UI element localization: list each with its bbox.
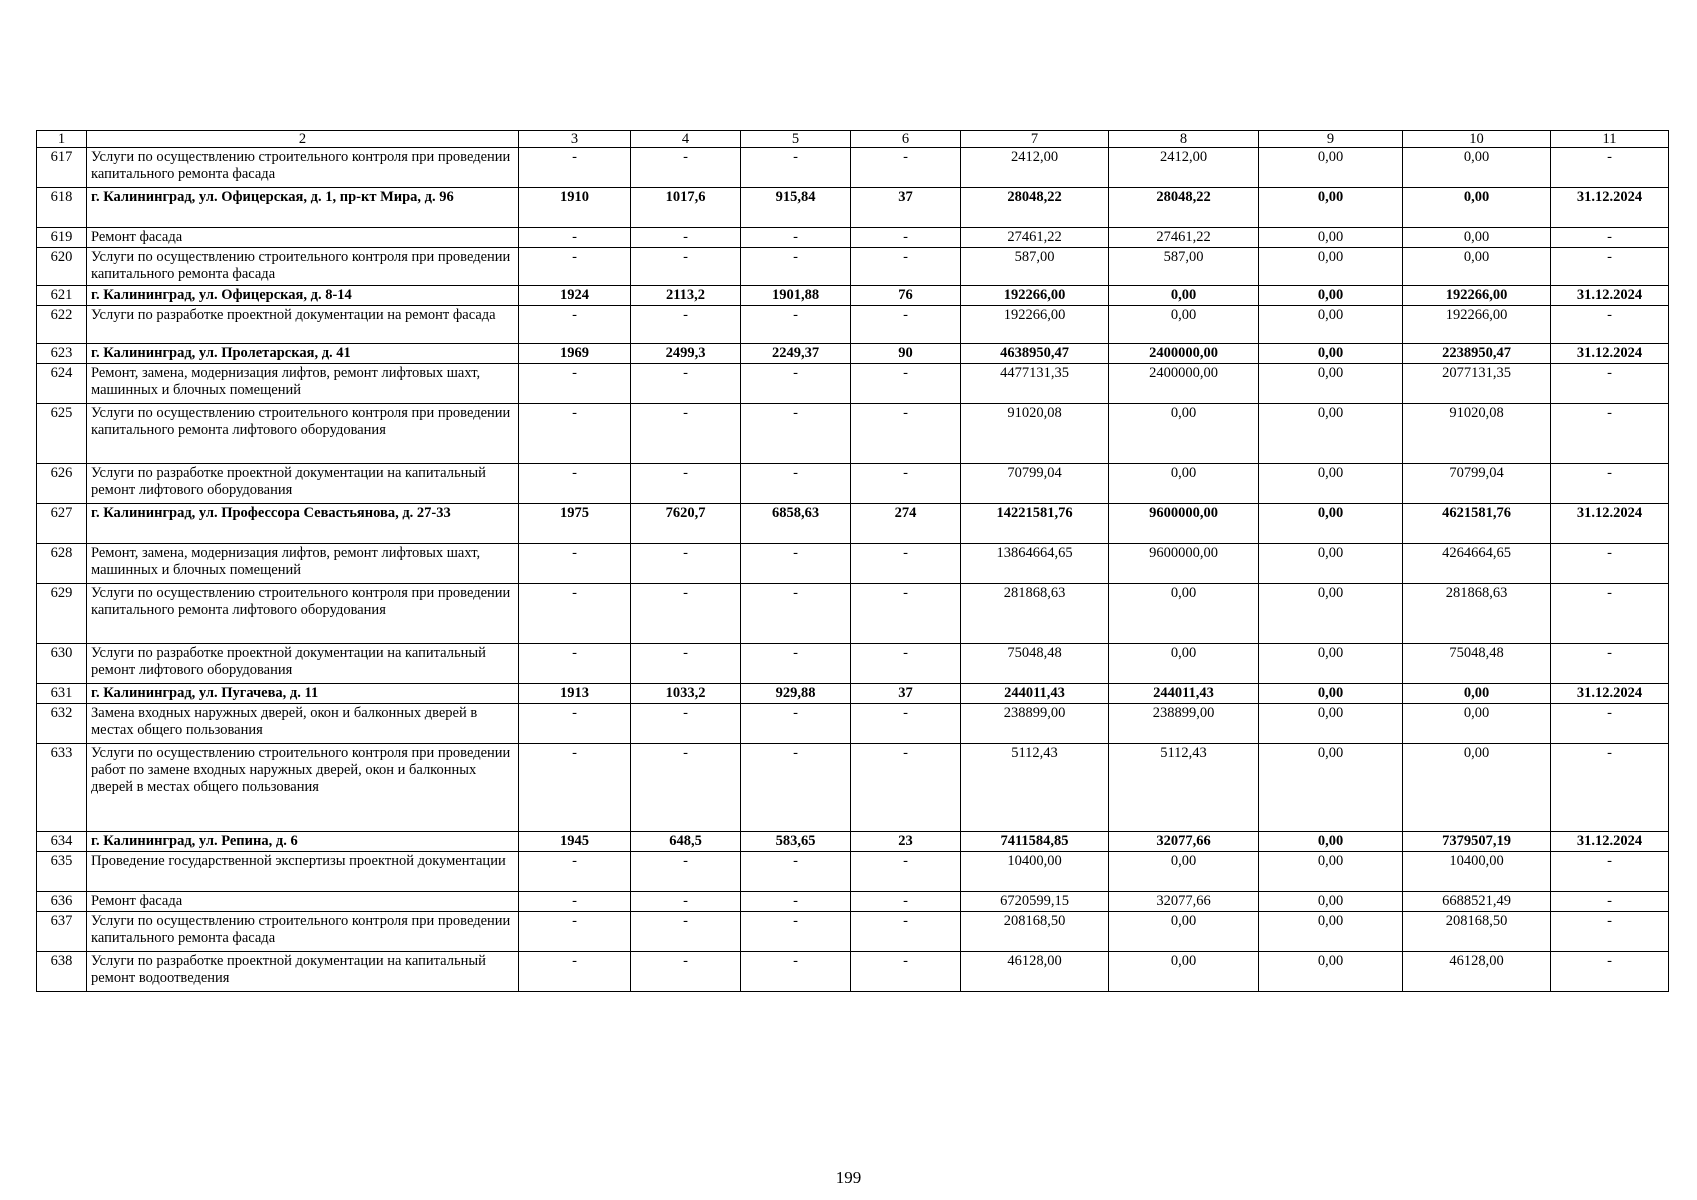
row-number-cell: 623 <box>37 344 87 364</box>
year-cell: - <box>519 852 631 892</box>
total-area-cell: - <box>631 364 741 404</box>
table-row <box>37 286 1669 306</box>
table-row <box>37 704 1669 744</box>
total-cost-cell: 238899,00 <box>961 704 1109 744</box>
work-name-cell: Услуги по разработке проектной документации на капитальный ремонт лифтового оборудования <box>87 464 519 504</box>
living-area-cell: - <box>741 148 851 188</box>
row-number-cell: 638 <box>37 952 87 992</box>
cost-col8-cell: 28048,22 <box>1109 188 1259 228</box>
table-row <box>37 684 1669 704</box>
cost-col8-cell: 9600000,00 <box>1109 544 1259 584</box>
living-area-cell: 929,88 <box>741 684 851 704</box>
cost-col9-cell: 0,00 <box>1259 344 1403 364</box>
cost-col9-cell: 0,00 <box>1259 228 1403 248</box>
table-row <box>37 248 1669 286</box>
cost-col10-cell: 281868,63 <box>1403 584 1551 644</box>
total-area-cell: - <box>631 952 741 992</box>
cost-col9-cell: 0,00 <box>1259 248 1403 286</box>
cost-col9-cell: 0,00 <box>1259 952 1403 992</box>
residents-cell: 90 <box>851 344 961 364</box>
row-number-cell: 618 <box>37 188 87 228</box>
cost-col8-cell: 2412,00 <box>1109 148 1259 188</box>
deadline-cell: - <box>1551 148 1669 188</box>
total-cost-cell: 7411584,85 <box>961 832 1109 852</box>
deadline-cell: - <box>1551 228 1669 248</box>
total-cost-cell: 281868,63 <box>961 584 1109 644</box>
living-area-cell: 583,65 <box>741 832 851 852</box>
cost-col9-cell: 0,00 <box>1259 364 1403 404</box>
year-cell: - <box>519 464 631 504</box>
row-number-cell: 631 <box>37 684 87 704</box>
header-cell: 1 <box>37 131 87 148</box>
row-number-cell: 627 <box>37 504 87 544</box>
total-area-cell: - <box>631 464 741 504</box>
table-row <box>37 892 1669 912</box>
living-area-cell: - <box>741 306 851 344</box>
work-name-cell: Услуги по осуществлению строительного контроля при проведении капитального ремонта фасада <box>87 148 519 188</box>
deadline-cell: 31.12.2024 <box>1551 504 1669 544</box>
row-number-cell: 617 <box>37 148 87 188</box>
work-name-cell: Услуги по разработке проектной документации на капитальный ремонт лифтового оборудования <box>87 644 519 684</box>
living-area-cell: - <box>741 404 851 464</box>
table-row <box>37 584 1669 644</box>
cost-col9-cell: 0,00 <box>1259 704 1403 744</box>
total-cost-cell: 28048,22 <box>961 188 1109 228</box>
row-number-cell: 628 <box>37 544 87 584</box>
header-cell: 11 <box>1551 131 1669 148</box>
row-number-cell: 637 <box>37 912 87 952</box>
living-area-cell: - <box>741 912 851 952</box>
work-name-cell: г. Калининград, ул. Пугачева, д. 11 <box>87 684 519 704</box>
deadline-cell: - <box>1551 248 1669 286</box>
header-cell: 7 <box>961 131 1109 148</box>
total-cost-cell: 244011,43 <box>961 684 1109 704</box>
deadline-cell: - <box>1551 744 1669 832</box>
deadline-cell: - <box>1551 404 1669 464</box>
cost-col10-cell: 7379507,19 <box>1403 832 1551 852</box>
header-row <box>37 131 1669 148</box>
deadline-cell: - <box>1551 644 1669 684</box>
deadline-cell: - <box>1551 704 1669 744</box>
residents-cell: - <box>851 148 961 188</box>
row-number-cell: 633 <box>37 744 87 832</box>
table-row <box>37 912 1669 952</box>
living-area-cell: - <box>741 852 851 892</box>
total-cost-cell: 2412,00 <box>961 148 1109 188</box>
work-name-cell: Замена входных наружных дверей, окон и балконных дверей в местах общего пользования <box>87 704 519 744</box>
total-area-cell: 648,5 <box>631 832 741 852</box>
total-cost-cell: 587,00 <box>961 248 1109 286</box>
living-area-cell: - <box>741 704 851 744</box>
year-cell: - <box>519 544 631 584</box>
cost-col9-cell: 0,00 <box>1259 684 1403 704</box>
year-cell: - <box>519 704 631 744</box>
total-cost-cell: 14221581,76 <box>961 504 1109 544</box>
cost-col10-cell: 192266,00 <box>1403 286 1551 306</box>
total-cost-cell: 4477131,35 <box>961 364 1109 404</box>
work-name-cell: г. Калининград, ул. Пролетарская, д. 41 <box>87 344 519 364</box>
cost-col9-cell: 0,00 <box>1259 852 1403 892</box>
residents-cell: - <box>851 364 961 404</box>
row-number-cell: 630 <box>37 644 87 684</box>
cost-col8-cell: 0,00 <box>1109 852 1259 892</box>
deadline-cell: - <box>1551 464 1669 504</box>
total-area-cell: - <box>631 148 741 188</box>
cost-col10-cell: 0,00 <box>1403 704 1551 744</box>
residents-cell: - <box>851 912 961 952</box>
residents-cell: - <box>851 644 961 684</box>
year-cell: - <box>519 644 631 684</box>
table-row <box>37 344 1669 364</box>
row-number-cell: 636 <box>37 892 87 912</box>
row-number-cell: 625 <box>37 404 87 464</box>
table-row <box>37 744 1669 832</box>
table-row <box>37 644 1669 684</box>
deadline-cell: - <box>1551 306 1669 344</box>
living-area-cell: - <box>741 644 851 684</box>
residents-cell: 23 <box>851 832 961 852</box>
table-row <box>37 148 1669 188</box>
year-cell: - <box>519 912 631 952</box>
cost-col9-cell: 0,00 <box>1259 404 1403 464</box>
residents-cell: - <box>851 744 961 832</box>
header-cell: 3 <box>519 131 631 148</box>
header-cell: 5 <box>741 131 851 148</box>
total-cost-cell: 192266,00 <box>961 286 1109 306</box>
work-name-cell: Ремонт фасада <box>87 892 519 912</box>
cost-col9-cell: 0,00 <box>1259 148 1403 188</box>
living-area-cell: 2249,37 <box>741 344 851 364</box>
living-area-cell: - <box>741 228 851 248</box>
cost-col8-cell: 2400000,00 <box>1109 364 1259 404</box>
year-cell: - <box>519 892 631 912</box>
year-cell: - <box>519 952 631 992</box>
total-area-cell: - <box>631 912 741 952</box>
work-name-cell: Услуги по разработке проектной документации на капитальный ремонт водоотведения <box>87 952 519 992</box>
living-area-cell: 915,84 <box>741 188 851 228</box>
deadline-cell: 31.12.2024 <box>1551 684 1669 704</box>
residents-cell: - <box>851 404 961 464</box>
row-number-cell: 634 <box>37 832 87 852</box>
cost-col9-cell: 0,00 <box>1259 832 1403 852</box>
deadline-cell: - <box>1551 892 1669 912</box>
cost-col8-cell: 0,00 <box>1109 644 1259 684</box>
year-cell: - <box>519 148 631 188</box>
work-name-cell: Услуги по осуществлению строительного контроля при проведении капитального ремонта фасада <box>87 248 519 286</box>
year-cell: - <box>519 248 631 286</box>
residents-cell: - <box>851 952 961 992</box>
cost-col10-cell: 2077131,35 <box>1403 364 1551 404</box>
total-cost-cell: 208168,50 <box>961 912 1109 952</box>
row-number-cell: 622 <box>37 306 87 344</box>
work-name-cell: Ремонт фасада <box>87 228 519 248</box>
year-cell: - <box>519 584 631 644</box>
cost-col8-cell: 587,00 <box>1109 248 1259 286</box>
table-row <box>37 464 1669 504</box>
cost-col8-cell: 0,00 <box>1109 584 1259 644</box>
cost-col9-cell: 0,00 <box>1259 306 1403 344</box>
year-cell: 1924 <box>519 286 631 306</box>
residents-cell: - <box>851 464 961 504</box>
table-row <box>37 364 1669 404</box>
header-cell: 9 <box>1259 131 1403 148</box>
cost-col10-cell: 70799,04 <box>1403 464 1551 504</box>
residents-cell: 76 <box>851 286 961 306</box>
residents-cell: - <box>851 306 961 344</box>
cost-col8-cell: 0,00 <box>1109 404 1259 464</box>
cost-col9-cell: 0,00 <box>1259 644 1403 684</box>
row-number-cell: 632 <box>37 704 87 744</box>
cost-col10-cell: 208168,50 <box>1403 912 1551 952</box>
cost-col8-cell: 0,00 <box>1109 464 1259 504</box>
total-area-cell: - <box>631 892 741 912</box>
cost-col9-cell: 0,00 <box>1259 504 1403 544</box>
total-area-cell: - <box>631 644 741 684</box>
deadline-cell: - <box>1551 952 1669 992</box>
cost-col10-cell: 91020,08 <box>1403 404 1551 464</box>
total-cost-cell: 91020,08 <box>961 404 1109 464</box>
total-cost-cell: 192266,00 <box>961 306 1109 344</box>
living-area-cell: - <box>741 464 851 504</box>
total-area-cell: - <box>631 584 741 644</box>
total-area-cell: - <box>631 544 741 584</box>
deadline-cell: - <box>1551 364 1669 404</box>
table-row <box>37 404 1669 464</box>
year-cell: - <box>519 744 631 832</box>
year-cell: - <box>519 306 631 344</box>
work-name-cell: г. Калининград, ул. Репина, д. 6 <box>87 832 519 852</box>
total-area-cell: - <box>631 306 741 344</box>
cost-col10-cell: 0,00 <box>1403 248 1551 286</box>
cost-col10-cell: 6688521,49 <box>1403 892 1551 912</box>
total-area-cell: - <box>631 248 741 286</box>
cost-col10-cell: 0,00 <box>1403 228 1551 248</box>
table-row <box>37 852 1669 892</box>
work-name-cell: г. Калининград, ул. Профессора Севастьянова, д. 27-33 <box>87 504 519 544</box>
table-row <box>37 832 1669 852</box>
total-area-cell: - <box>631 744 741 832</box>
residents-cell: - <box>851 544 961 584</box>
total-cost-cell: 75048,48 <box>961 644 1109 684</box>
total-cost-cell: 10400,00 <box>961 852 1109 892</box>
row-number-cell: 619 <box>37 228 87 248</box>
total-area-cell: - <box>631 704 741 744</box>
cost-col10-cell: 0,00 <box>1403 188 1551 228</box>
deadline-cell: 31.12.2024 <box>1551 832 1669 852</box>
cost-col8-cell: 238899,00 <box>1109 704 1259 744</box>
deadline-cell: - <box>1551 852 1669 892</box>
year-cell: - <box>519 228 631 248</box>
header-cell: 4 <box>631 131 741 148</box>
living-area-cell: 6858,63 <box>741 504 851 544</box>
table-row <box>37 306 1669 344</box>
cost-col9-cell: 0,00 <box>1259 892 1403 912</box>
cost-col10-cell: 192266,00 <box>1403 306 1551 344</box>
capital-repair-table <box>36 130 1669 992</box>
residents-cell: - <box>851 852 961 892</box>
table-row <box>37 952 1669 992</box>
cost-col8-cell: 9600000,00 <box>1109 504 1259 544</box>
table-body <box>37 131 1669 992</box>
residents-cell: - <box>851 248 961 286</box>
residents-cell: 37 <box>851 188 961 228</box>
row-number-cell: 635 <box>37 852 87 892</box>
living-area-cell: - <box>741 952 851 992</box>
living-area-cell: 1901,88 <box>741 286 851 306</box>
total-cost-cell: 6720599,15 <box>961 892 1109 912</box>
living-area-cell: - <box>741 584 851 644</box>
residents-cell: - <box>851 704 961 744</box>
work-name-cell: Услуги по осуществлению строительного контроля при проведении работ по замене входных наружных дверей, окон и балконных дверей в местах общего пользования <box>87 744 519 832</box>
cost-col10-cell: 0,00 <box>1403 684 1551 704</box>
cost-col9-cell: 0,00 <box>1259 912 1403 952</box>
deadline-cell: 31.12.2024 <box>1551 286 1669 306</box>
residents-cell: 37 <box>851 684 961 704</box>
deadline-cell: - <box>1551 912 1669 952</box>
total-area-cell: 7620,7 <box>631 504 741 544</box>
cost-col10-cell: 46128,00 <box>1403 952 1551 992</box>
cost-col9-cell: 0,00 <box>1259 744 1403 832</box>
year-cell: 1969 <box>519 344 631 364</box>
work-name-cell: Ремонт, замена, модернизация лифтов, ремонт лифтовых шахт, машинных и блочных помещений <box>87 364 519 404</box>
cost-col8-cell: 0,00 <box>1109 306 1259 344</box>
total-area-cell: - <box>631 404 741 464</box>
living-area-cell: - <box>741 364 851 404</box>
table-row <box>37 228 1669 248</box>
total-area-cell: - <box>631 228 741 248</box>
cost-col8-cell: 244011,43 <box>1109 684 1259 704</box>
cost-col9-cell: 0,00 <box>1259 464 1403 504</box>
table-row <box>37 188 1669 228</box>
year-cell: - <box>519 364 631 404</box>
cost-col8-cell: 32077,66 <box>1109 892 1259 912</box>
cost-col10-cell: 0,00 <box>1403 744 1551 832</box>
cost-col9-cell: 0,00 <box>1259 188 1403 228</box>
year-cell: 1975 <box>519 504 631 544</box>
living-area-cell: - <box>741 544 851 584</box>
table-row <box>37 504 1669 544</box>
work-name-cell: г. Калининград, ул. Офицерская, д. 1, пр-кт Мира, д. 96 <box>87 188 519 228</box>
row-number-cell: 624 <box>37 364 87 404</box>
total-area-cell: 1033,2 <box>631 684 741 704</box>
residents-cell: 274 <box>851 504 961 544</box>
work-name-cell: Услуги по осуществлению строительного контроля при проведении капитального ремонта лифтового оборудования <box>87 584 519 644</box>
living-area-cell: - <box>741 744 851 832</box>
cost-col8-cell: 2400000,00 <box>1109 344 1259 364</box>
cost-col8-cell: 0,00 <box>1109 286 1259 306</box>
page-number: 199 <box>835 1168 862 1187</box>
cost-col8-cell: 27461,22 <box>1109 228 1259 248</box>
deadline-cell: 31.12.2024 <box>1551 188 1669 228</box>
total-cost-cell: 27461,22 <box>961 228 1109 248</box>
work-name-cell: Услуги по разработке проектной документации на ремонт фасада <box>87 306 519 344</box>
row-number-cell: 621 <box>37 286 87 306</box>
total-cost-cell: 70799,04 <box>961 464 1109 504</box>
work-name-cell: Ремонт, замена, модернизация лифтов, ремонт лифтовых шахт, машинных и блочных помещений <box>87 544 519 584</box>
header-cell: 6 <box>851 131 961 148</box>
cost-col10-cell: 0,00 <box>1403 148 1551 188</box>
total-cost-cell: 46128,00 <box>961 952 1109 992</box>
cost-col9-cell: 0,00 <box>1259 286 1403 306</box>
total-cost-cell: 13864664,65 <box>961 544 1109 584</box>
document-sheet <box>36 130 1668 992</box>
cost-col9-cell: 0,00 <box>1259 584 1403 644</box>
header-cell: 8 <box>1109 131 1259 148</box>
cost-col8-cell: 0,00 <box>1109 912 1259 952</box>
year-cell: 1910 <box>519 188 631 228</box>
header-cell: 2 <box>87 131 519 148</box>
cost-col9-cell: 0,00 <box>1259 544 1403 584</box>
year-cell: 1913 <box>519 684 631 704</box>
header-cell: 10 <box>1403 131 1551 148</box>
residents-cell: - <box>851 584 961 644</box>
cost-col8-cell: 5112,43 <box>1109 744 1259 832</box>
cost-col10-cell: 10400,00 <box>1403 852 1551 892</box>
total-area-cell: 1017,6 <box>631 188 741 228</box>
total-area-cell: - <box>631 852 741 892</box>
deadline-cell: 31.12.2024 <box>1551 344 1669 364</box>
row-number-cell: 620 <box>37 248 87 286</box>
row-number-cell: 626 <box>37 464 87 504</box>
cost-col8-cell: 32077,66 <box>1109 832 1259 852</box>
total-area-cell: 2113,2 <box>631 286 741 306</box>
total-area-cell: 2499,3 <box>631 344 741 364</box>
table-row <box>37 544 1669 584</box>
cost-col10-cell: 4621581,76 <box>1403 504 1551 544</box>
work-name-cell: г. Калининград, ул. Офицерская, д. 8-14 <box>87 286 519 306</box>
work-name-cell: Проведение государственной экспертизы проектной документации <box>87 852 519 892</box>
residents-cell: - <box>851 228 961 248</box>
year-cell: - <box>519 404 631 464</box>
cost-col10-cell: 2238950,47 <box>1403 344 1551 364</box>
row-number-cell: 629 <box>37 584 87 644</box>
year-cell: 1945 <box>519 832 631 852</box>
residents-cell: - <box>851 892 961 912</box>
cost-col8-cell: 0,00 <box>1109 952 1259 992</box>
work-name-cell: Услуги по осуществлению строительного контроля при проведении капитального ремонта лифтового оборудования <box>87 404 519 464</box>
deadline-cell: - <box>1551 544 1669 584</box>
living-area-cell: - <box>741 248 851 286</box>
cost-col10-cell: 4264664,65 <box>1403 544 1551 584</box>
work-name-cell: Услуги по осуществлению строительного контроля при проведении капитального ремонта фасада <box>87 912 519 952</box>
living-area-cell: - <box>741 892 851 912</box>
total-cost-cell: 4638950,47 <box>961 344 1109 364</box>
total-cost-cell: 5112,43 <box>961 744 1109 832</box>
deadline-cell: - <box>1551 584 1669 644</box>
cost-col10-cell: 75048,48 <box>1403 644 1551 684</box>
